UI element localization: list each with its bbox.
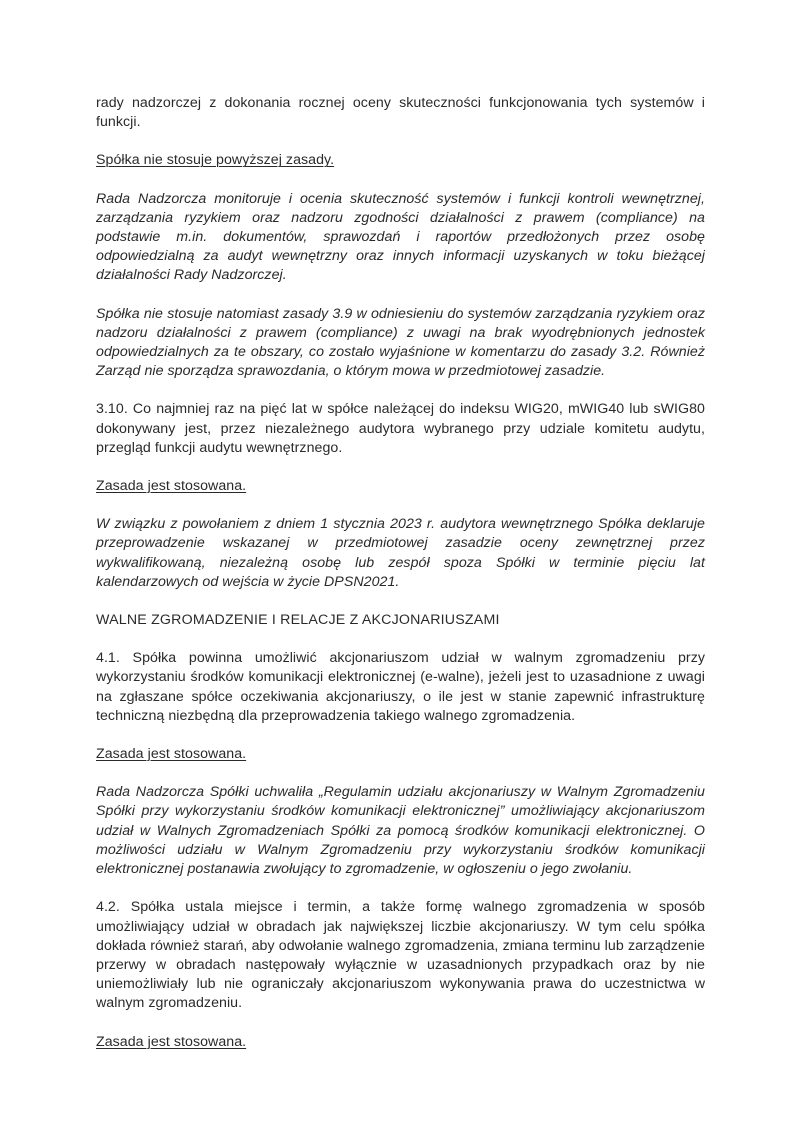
status-applied-4-2: Zasada jest stosowana. — [96, 1033, 247, 1050]
document-page — [96, 94, 705, 1052]
paragraph-3-10: 3.10. Co najmniej raz na pięć lat w spółce należącej do indeksu WIG20, mWIG40 lub sWIG80 dokonywany jest, przez niezależnego audytora wybranego przy udziale komitetu audytu, przegląd funkcji audytu wewnętrznego. — [96, 401, 705, 456]
paragraph-4-2: 4.2. Spółka ustala miejsce i termin, a także formę walnego zgromadzenia w sposób umożliwiający udział w obradach jak największej liczbie akcjonariuszy. W tym celu spółka dokłada również starań, aby odwołanie walnego zgromadzenia, zmiana terminu lub zarządzenie przerwy w obradach następowały wyłącznie w uzasadnionych przypadkach oraz by nie uniemożliwiały lub nie ograniczały akcjonariuszom wykonywania prawa do uczestnictwa w walnym zgromadzeniu. — [96, 899, 705, 1012]
status-applied-4-1: Zasada jest stosowana. — [96, 746, 247, 763]
paragraph-3-9-continuation: rady nadzorczej z dokonania rocznej oceny skuteczności funkcjonowania tych systemów i funkcji. — [96, 95, 705, 131]
status-applied-3-10: Zasada jest stosowana. — [96, 478, 247, 495]
comment-4-1: Rada Nadzorcza Spółki uchwaliła „Regulamin udziału akcjonariuszy w Walnym Zgromadzeniu Spółki przy wykorzystaniu środków komunikacji elektronicznej” umożliwiający akcjonariuszom udział w Walnych Zgromadzeniach Spółki za pomocą środków komunikacji elektronicznej. O możliwości udziału w Walnym Zgromadzeniu przy wykorzystaniu środków komunikacji elektronicznej postanawia zwołujący to zgromadzenie, w ogłoszeniu o jego zwołaniu. — [96, 784, 705, 878]
status-not-applied-3-9: Spółka nie stosuje powyższej zasady. — [96, 152, 335, 169]
comment-3-10: W związku z powołaniem z dniem 1 stycznia 2023 r. audytora wewnętrznego Spółka deklaruje przeprowadzenie wskazanej w przedmiotowej zasadzie oceny zewnętrznej przez wykwalifikowaną, niezależną osobę lub zespół spoza Spółki w terminie pięciu lat kalendarzowych od wejścia w życie DPSN2021. — [96, 516, 705, 590]
paragraph-4-1: 4.1. Spółka powinna umożliwić akcjonariuszom udział w walnym zgromadzeniu przy wykorzystaniu środków komunikacji elektronicznej (e-walne), jeżeli jest to uzasadnione z uwagi na zgłaszane spółce oczekiwania akcjonariuszy, o ile jest w stanie zapewnić infrastrukturę techniczną niezbędną dla przeprowadzenia takiego walnego zgromadzenia. — [96, 650, 705, 724]
comment-3-9-monitoring: Rada Nadzorcza monitoruje i ocenia skuteczność systemów i funkcji kontroli wewnętrznej, zarządzania ryzykiem oraz nadzoru zgodności działalności z prawem (compliance) na podstawie m.in. dokumentów, sprawozdań i raportów przedłożonych przez osobę odpowiedzialną za audyt wewnętrzny oraz innych informacji uzyskanych w toku bieżącej działalności Rady Nadzorczej. — [96, 190, 705, 284]
comment-3-9-exception: Spółka nie stosuje natomiast zasady 3.9 w odniesieniu do systemów zarządzania ryzykiem oraz nadzoru działalności z prawem (compliance) z uwagi na brak wyodrębnionych jednostek odpowiedzialnych za te obszary, co zostało wyjaśnione w komentarzu do zasady 3.2. Również Zarząd nie sporządza sprawozdania, o którym mowa w przedmiotowej zasadzie. — [96, 305, 705, 380]
section-heading-general-meeting: WALNE ZGROMADZENIE I RELACJE Z AKCJONARIUSZAMI — [96, 612, 500, 629]
